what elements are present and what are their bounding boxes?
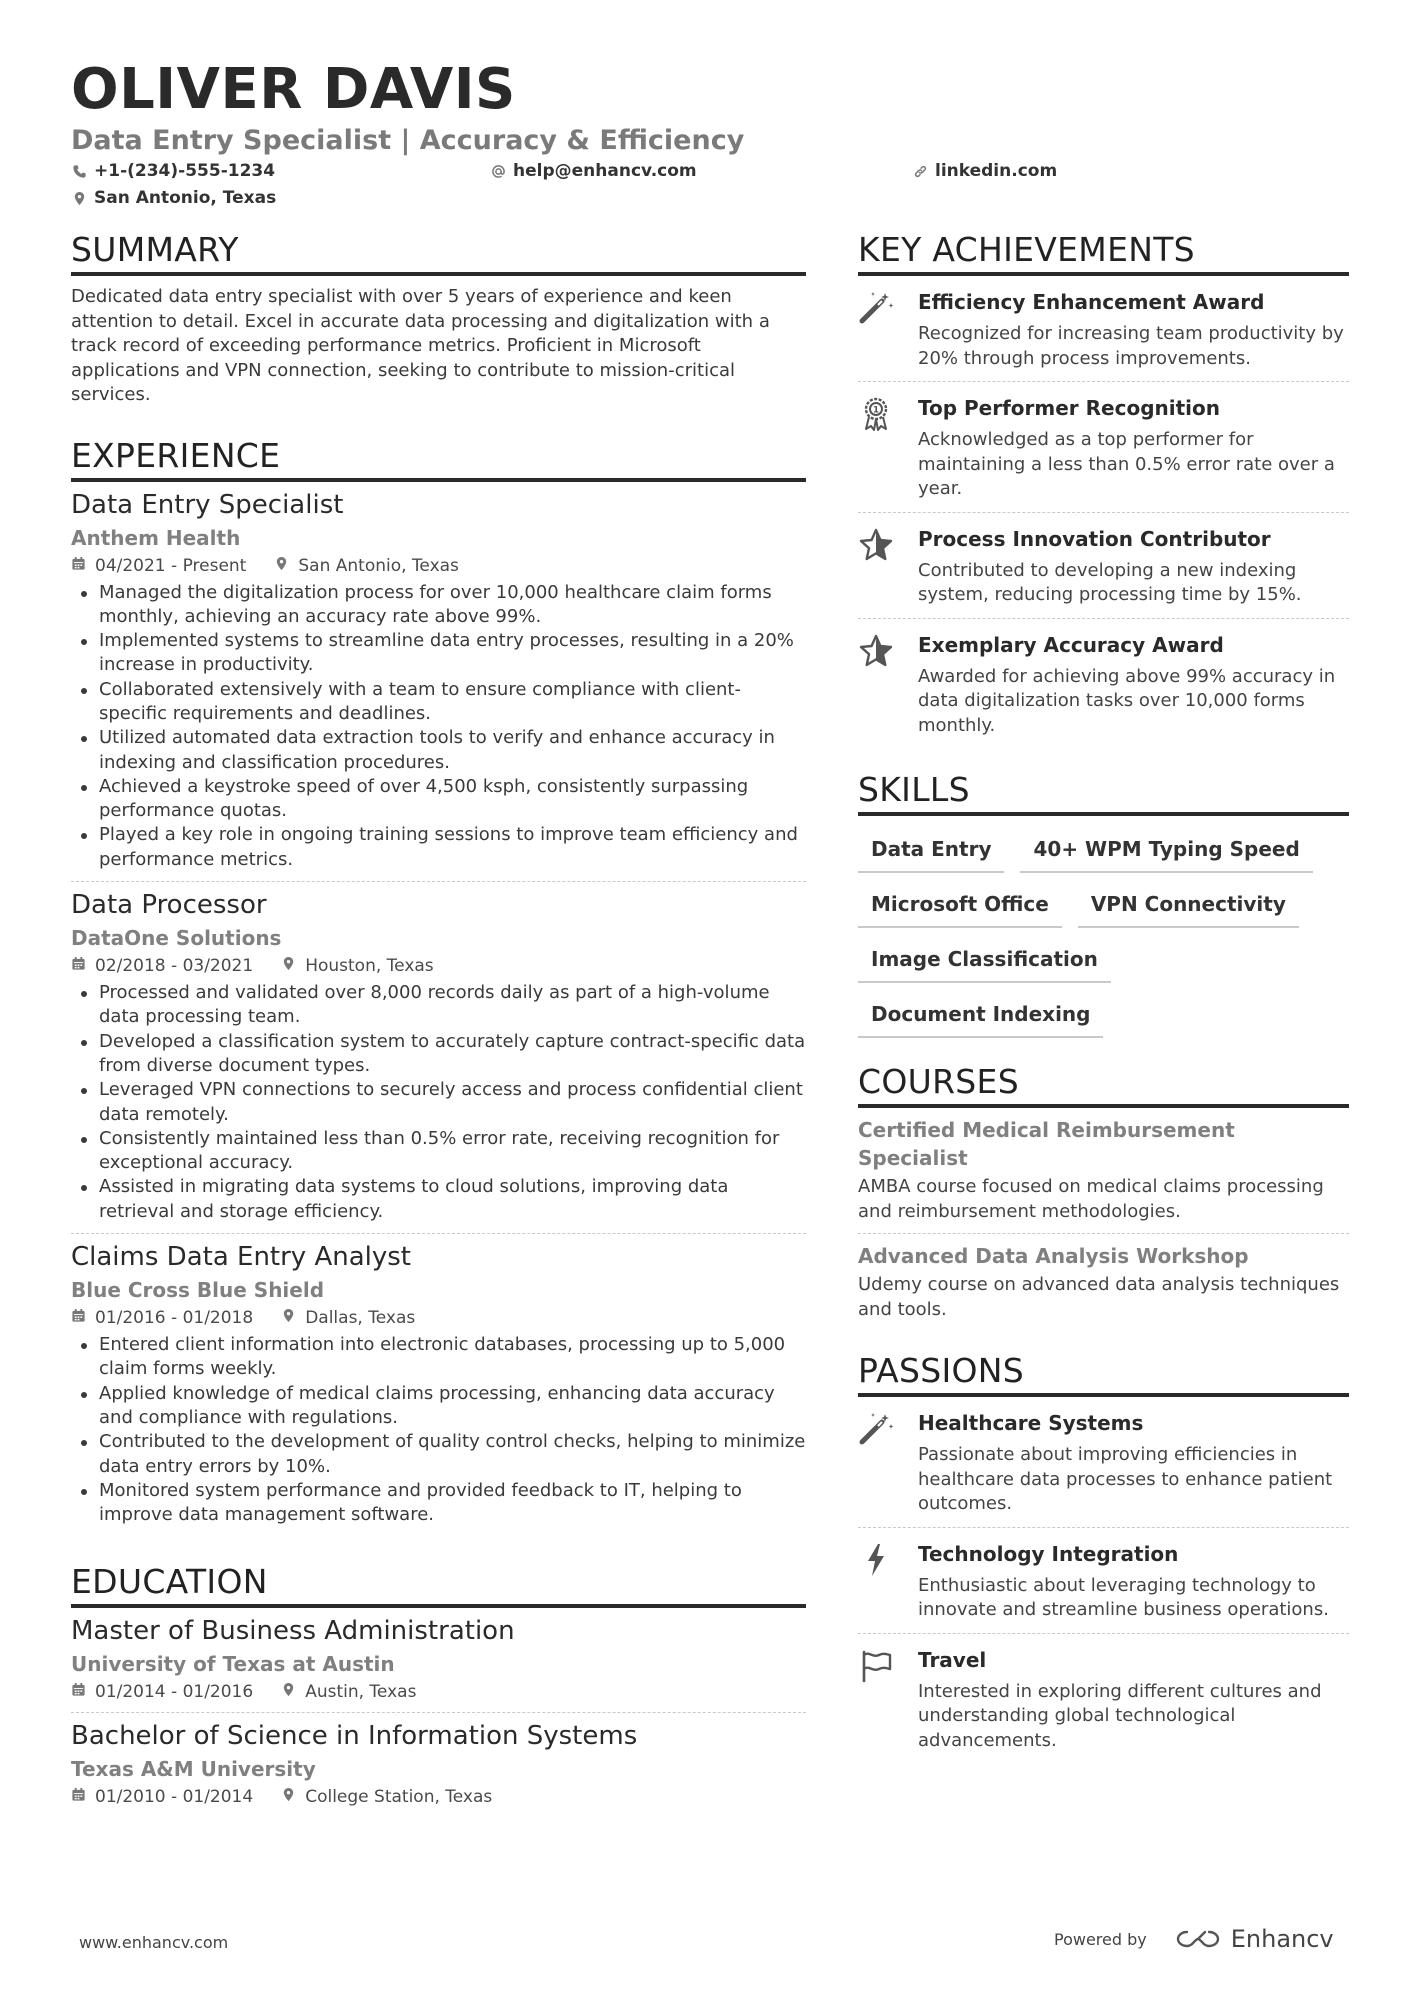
achievement-title: Efficiency Enhancement Award [918, 290, 1265, 314]
left-column [71, 228, 806, 1843]
phone-text: +1-(234)-555-1234 [94, 161, 276, 181]
job-bullet: Processed and validated over 8,000 records daily as part of a high-volume data processing team. [71, 981, 806, 1030]
achievements-section [858, 228, 1349, 748]
link-icon [913, 164, 928, 179]
email-text: help@enhancv.com [513, 161, 697, 181]
achievement [858, 276, 1349, 382]
course-title: Certified Medical Reimbursement Specialist [858, 1118, 1235, 1170]
achievement-title: Exemplary Accuracy Award [918, 632, 1224, 657]
job-bullet: Assisted in migrating data systems to cloud solutions, improving data retrieval and storage efficiency. [71, 1175, 806, 1224]
calendar-icon [71, 1308, 86, 1323]
passion-title: Healthcare Systems [918, 1411, 1144, 1435]
education-entry [71, 1713, 806, 1817]
summary-section [71, 228, 806, 408]
job-location [281, 954, 433, 978]
achievement-body [918, 525, 1349, 608]
passion-description: Passionate about improving efficiencies in healthcare data processes to enhance patient outcomes. [918, 1444, 1333, 1514]
courses-heading: COURSES [858, 1060, 1349, 1108]
location-pin-icon [274, 554, 289, 578]
job-location [274, 554, 459, 578]
calendar-icon [71, 956, 86, 971]
job-bullet: Implemented systems to streamline data entry processes, resulting in a 20% increase in productivity. [71, 629, 806, 678]
enhancv-logo-icon [1175, 1927, 1221, 1951]
education-location [281, 1785, 492, 1809]
location-text: San Antonio, Texas [94, 188, 277, 208]
skills-section [858, 768, 1349, 1038]
award-medal-icon [858, 394, 918, 502]
education-heading: EDUCATION [71, 1560, 806, 1608]
job-bullet: Monitored system performance and provided feedback to IT, helping to improve data management software. [71, 1479, 806, 1528]
phone-icon [72, 164, 87, 179]
passion-body [918, 1540, 1349, 1623]
calendar-icon [71, 556, 86, 571]
achievement-body [918, 631, 1349, 739]
achievement-description: Recognized for increasing team productivity by 20% through process improvements. [918, 323, 1344, 369]
job-location-text: Dallas, Texas [305, 1308, 416, 1329]
passion-description: Interested in exploring different cultures and understanding global technological advancements. [918, 1680, 1322, 1751]
calendar-icon [71, 1680, 86, 1704]
star-icon [858, 527, 894, 563]
location-pin-icon [281, 1306, 296, 1330]
calendar-icon [71, 954, 86, 978]
flag-icon [858, 1646, 918, 1754]
contact-linkedin[interactable] [913, 160, 1057, 182]
passion-title: Technology Integration [918, 1541, 1179, 1566]
job-bullets [71, 981, 806, 1224]
job-bullet: Utilized automated data extraction tools to verify and enhance accuracy in indexing and classification procedures. [71, 726, 806, 775]
education-section [71, 1560, 806, 1817]
lightning-bolt-icon [858, 1540, 918, 1623]
achievement-body [918, 394, 1349, 502]
experience-entry [71, 882, 806, 1234]
magic-wand-icon [858, 288, 918, 371]
calendar-icon [71, 1306, 86, 1330]
footer-website[interactable]: www.enhancv.com [79, 1933, 229, 1952]
achievement [858, 382, 1349, 513]
passion-body [918, 1646, 1349, 1754]
courses-section [858, 1060, 1349, 1331]
achievement [858, 619, 1349, 749]
job-dates-text: 04/2021 - Present [95, 555, 247, 576]
skill-tag: 40+ WPM Typing Speed [1020, 830, 1312, 873]
achievements-heading: KEY ACHIEVEMENTS [858, 228, 1349, 276]
skill-tag: Document Indexing [858, 995, 1103, 1038]
experience-section [71, 434, 806, 1537]
education-location-text: Austin, Texas [305, 1682, 417, 1703]
powered-by-text: Powered by [1054, 1929, 1147, 1949]
contact-email[interactable] [491, 160, 697, 182]
job-bullet: Played a key role in ongoing training sessions to improve team efficiency and performance metrics. [71, 823, 806, 872]
award-medal-icon [858, 396, 894, 432]
experience-list [71, 482, 806, 1537]
calendar-icon [71, 1787, 86, 1802]
education-dates-text: 01/2014 - 01/2016 [95, 1682, 254, 1703]
brand-logo[interactable] [1175, 1925, 1334, 1953]
magic-wand-icon [858, 1409, 918, 1517]
job-bullets [71, 581, 806, 873]
skills-list [858, 830, 1349, 1038]
calendar-icon [71, 1682, 86, 1697]
course-description: AMBA course focused on medical claims processing and reimbursement methodologies. [858, 1176, 1324, 1222]
job-bullet: Collaborated extensively with a team to ensure compliance with client-specific requirements and deadlines. [71, 678, 806, 727]
location-pin-icon [281, 1787, 296, 1802]
job-dates-text: 02/2018 - 03/2021 [95, 956, 254, 977]
location-pin-icon [281, 1680, 296, 1704]
skill-tag: Image Classification [858, 940, 1111, 983]
location-pin-icon [281, 1308, 296, 1323]
achievement-title: Top Performer Recognition [918, 396, 1220, 420]
education-degree: Master of Business Administration [71, 1616, 515, 1647]
job-company: DataOne Solutions [71, 926, 282, 951]
at-sign-icon [491, 164, 506, 179]
job-meta [71, 1306, 806, 1330]
job-bullet: Managed the digitalization process for over 10,000 healthcare claim forms monthly, achieving an accuracy rate above 99%. [71, 581, 806, 630]
calendar-icon [71, 1785, 86, 1809]
contact-location [72, 187, 276, 209]
education-meta [71, 1785, 806, 1809]
summary-heading: SUMMARY [71, 228, 806, 276]
passion [858, 1634, 1349, 1764]
job-meta [71, 954, 806, 978]
footer-branding [1054, 1925, 1334, 1953]
job-dates-text: 01/2016 - 01/2018 [95, 1308, 254, 1329]
education-entry [71, 1608, 806, 1713]
passion-title: Travel [918, 1647, 987, 1672]
location-pin-icon [281, 1785, 296, 1809]
brand-name: Enhancv [1230, 1925, 1334, 1953]
achievement-description: Awarded for achieving above 99% accuracy in data digitalization tasks over 10,000 forms monthly. [918, 665, 1336, 736]
education-meta [71, 1680, 806, 1704]
education-degree: Bachelor of Science in Information Systems [71, 1721, 638, 1752]
passion-body [918, 1409, 1349, 1517]
job-company: Anthem Health [71, 525, 241, 550]
candidate-headline: Data Entry Specialist | Accuracy & Efficiency [71, 125, 745, 156]
passion [858, 1528, 1349, 1634]
job-title: Claims Data Entry Analyst [71, 1242, 412, 1273]
courses-list [858, 1108, 1349, 1331]
education-dates [71, 1680, 253, 1704]
education-dates-text: 01/2010 - 01/2014 [95, 1787, 254, 1808]
course-title: Advanced Data Analysis Workshop [858, 1244, 1249, 1268]
achievement-title: Process Innovation Contributor [918, 526, 1271, 551]
job-location-text: San Antonio, Texas [298, 555, 459, 576]
education-location [281, 1680, 416, 1704]
location-pin-icon [281, 1682, 296, 1697]
achievement-description: Contributed to developing a new indexing system, reducing processing time by 15%. [918, 559, 1302, 605]
education-school: Texas A&M University [71, 1757, 316, 1782]
job-dates [71, 954, 253, 978]
location-pin-icon [72, 191, 87, 206]
location-pin-icon [281, 954, 296, 978]
job-dates [71, 1306, 253, 1330]
job-bullets [71, 1333, 806, 1527]
achievement-description: Acknowledged as a top performer for maintaining a less than 0.5% error rate over a year. [918, 429, 1335, 499]
contact-phone [72, 160, 275, 182]
achievement-body [918, 288, 1349, 371]
job-bullet: Contributed to the development of quality control checks, helping to minimize data entry errors by 10%. [71, 1430, 806, 1479]
job-location [281, 1306, 415, 1330]
course-description: Udemy course on advanced data analysis techniques and tools. [858, 1274, 1340, 1320]
skill-tag: Microsoft Office [858, 885, 1062, 928]
education-dates [71, 1785, 253, 1809]
education-list [71, 1608, 806, 1817]
job-bullet: Leveraged VPN connections to securely access and process confidential client data remotely. [71, 1078, 806, 1127]
job-meta [71, 554, 806, 578]
passion-description: Enthusiastic about leveraging technology to innovate and streamline business operations. [918, 1574, 1329, 1620]
right-column [858, 228, 1349, 1789]
achievements-list [858, 276, 1349, 748]
job-bullet: Developed a classification system to accurately capture contract-specific data from diverse document types. [71, 1030, 806, 1079]
experience-heading: EXPERIENCE [71, 434, 806, 482]
job-title: Data Entry Specialist [71, 489, 344, 520]
location-pin-icon [274, 556, 289, 571]
magic-wand-icon [858, 1411, 894, 1447]
skills-heading: SKILLS [858, 768, 1349, 816]
summary-text: Dedicated data entry specialist with over 5 years of experience and keen attention to detail. Excel in accurate data processing and digitalization with a track record of exceeding performance metrics. Proficient in Microsoft applications and VPN connection, seeking to contribute to mission-critical services. [71, 286, 770, 405]
job-location-text: Houston, Texas [305, 956, 434, 977]
job-bullet: Entered client information into electronic databases, processing up to 5,000 claim forms weekly. [71, 1333, 806, 1382]
job-bullet: Achieved a keystroke speed of over 4,500 ksph, consistently surpassing performance quotas. [71, 775, 806, 824]
education-school: University of Texas at Austin [71, 1652, 395, 1677]
linkedin-text: linkedin.com [935, 161, 1058, 181]
experience-entry [71, 482, 806, 883]
star-icon [858, 525, 918, 608]
passion [858, 1397, 1349, 1528]
calendar-icon [71, 554, 86, 578]
job-dates [71, 554, 246, 578]
job-title: Data Processor [71, 890, 267, 921]
flag-icon [858, 1648, 894, 1684]
location-pin-icon [281, 956, 296, 971]
magic-wand-icon [858, 290, 894, 326]
star-icon [858, 633, 894, 669]
education-location-text: College Station, Texas [305, 1787, 493, 1808]
achievement [858, 513, 1349, 619]
skill-tag: VPN Connectivity [1078, 885, 1299, 928]
star-icon [858, 631, 918, 739]
job-company: Blue Cross Blue Shield [71, 1278, 325, 1303]
lightning-bolt-icon [858, 1542, 894, 1578]
skill-tag: Data Entry [858, 830, 1004, 873]
candidate-name: OLIVER DAVIS [71, 57, 516, 122]
course-entry [858, 1108, 1349, 1234]
job-bullet: Consistently maintained less than 0.5% error rate, receiving recognition for exceptional accuracy. [71, 1127, 806, 1176]
passions-list [858, 1397, 1349, 1763]
svg-text:1: 1 [872, 405, 880, 416]
experience-entry [71, 1234, 806, 1536]
job-bullet: Applied knowledge of medical claims processing, enhancing data accuracy and compliance with regulations. [71, 1382, 806, 1431]
passions-section [858, 1349, 1349, 1763]
course-entry [858, 1234, 1349, 1331]
passions-heading: PASSIONS [858, 1349, 1349, 1397]
